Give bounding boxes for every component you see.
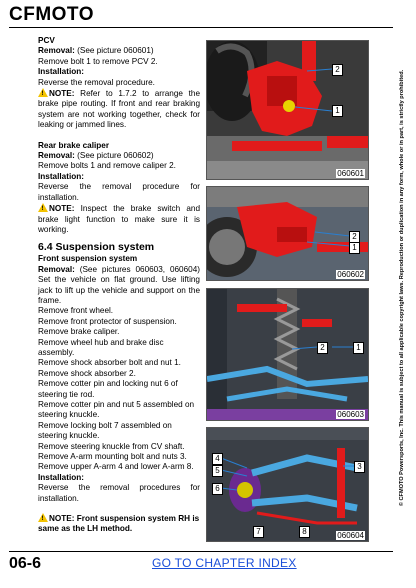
page-number: 06-6 xyxy=(9,555,42,572)
pcv-photo xyxy=(207,41,368,179)
callout-label: 8 xyxy=(299,526,310,538)
front-suspension-subheading: Front suspension system xyxy=(38,254,138,264)
callout-label: 2 xyxy=(317,342,328,354)
callout-label: 4 xyxy=(212,453,223,465)
callout-label: 6 xyxy=(212,483,223,495)
warning-icon xyxy=(38,513,48,522)
suspension-removal: Removal: (See pictures 060603, 060604) Set the vehicle on flat ground. Use lifting jack to lift up the vehicle and support on the frame. xyxy=(38,264,200,305)
callout-label: 7 xyxy=(253,526,264,538)
figure-code: 060604 xyxy=(337,531,364,540)
figure-front-shock xyxy=(206,288,369,421)
shock-photo xyxy=(207,289,368,420)
suspension-install-heading: Installation: xyxy=(38,472,84,482)
caliper-note: !NOTE: Inspect the brake switch and brake light function to make sure it is working. xyxy=(38,203,200,235)
chapter-index-link[interactable]: GO TO CHAPTER INDEX xyxy=(152,556,297,570)
suspension-step: Remove front protector of suspension. xyxy=(38,316,177,326)
caliper-removal: Removal: (See picture 060602) xyxy=(38,151,154,161)
callout-label: 1 xyxy=(332,105,343,117)
suspension-step: Remove locking bolt 7 assembled on steering knuckle. xyxy=(38,420,172,441)
warning-icon xyxy=(38,88,48,97)
suspension-step: Remove shock absorber 2. xyxy=(38,368,136,378)
a-arms-photo xyxy=(207,428,368,541)
figure-pcv xyxy=(206,40,369,180)
footer-rule xyxy=(9,551,393,552)
suspension-note: !NOTE: Front suspension system RH is same as the LH method. xyxy=(38,513,200,535)
callout-label: 1 xyxy=(349,242,360,254)
caliper-heading: Rear brake caliper xyxy=(38,140,110,150)
suspension-step: Remove wheel hub and brake disc assembly. xyxy=(38,337,164,357)
callout-label: 3 xyxy=(354,461,365,473)
caliper-photo xyxy=(207,187,368,280)
callout-label: 2 xyxy=(349,231,360,243)
figure-rear-caliper xyxy=(206,186,369,281)
caliper-install-text: Reverse the removal procedure for installation. xyxy=(38,182,200,202)
suspension-step: Remove A-arm mounting bolt and nuts 3. xyxy=(38,452,187,462)
caliper-step: Remove bolts 1 and remove caliper 2. xyxy=(38,161,176,171)
figure-code: 060603 xyxy=(337,410,364,419)
pcv-step: Remove bolt 1 to remove PCV 2. xyxy=(38,56,158,66)
callout-label: 5 xyxy=(212,465,223,477)
pcv-note: !NOTE: Refer to 1.7.2 to arrange the brake pipe routing. If front and rear braking system are not working together, check for leaking or jammed lines. xyxy=(38,88,200,131)
pcv-heading: PCV xyxy=(38,36,55,45)
callout-label: 2 xyxy=(332,64,343,76)
suspension-step: Remove upper A-arm 4 and lower A-arm 8. xyxy=(38,462,194,472)
callout-label: 1 xyxy=(353,342,364,354)
suspension-heading: 6.4 Suspension system xyxy=(38,241,155,254)
warning-icon xyxy=(38,203,48,212)
figure-code: 060601 xyxy=(337,169,364,178)
suspension-step: Remove cotter pin and locking nut 6 of steering tie rod. xyxy=(38,379,178,399)
figure-front-a-arms xyxy=(206,427,369,542)
text-column xyxy=(38,36,200,535)
suspension-step: Remove brake caliper. xyxy=(38,327,120,337)
pcv-install-heading: Installation: xyxy=(38,67,84,77)
header-rule xyxy=(9,27,393,28)
brand-logo: CFMOTO xyxy=(9,4,94,25)
suspension-step: Remove steering knuckle from CV shaft. xyxy=(38,441,185,451)
suspension-step: Remove cotter pin and nut 5 assembled on steering knuckle. xyxy=(38,400,195,420)
pcv-install-text: Reverse the removal procedure. xyxy=(38,77,155,87)
copyright-notice: © CFMOTO Powersports, Inc. This manual is subject to all applicable copyright laws. Reproduction or duplication in any form, whole or in part, is strictly prohibited. xyxy=(399,69,405,506)
suspension-step: Remove front wheel. xyxy=(38,306,114,316)
pcv-removal: Removal: (See picture 060601) xyxy=(38,46,154,56)
caliper-install-heading: Installation: xyxy=(38,171,84,181)
suspension-install-text: Reverse the removal procedures for installation. xyxy=(38,483,200,503)
suspension-step: Remove shock absorber bolt and nut 1. xyxy=(38,358,181,368)
figure-code: 060602 xyxy=(337,270,364,279)
